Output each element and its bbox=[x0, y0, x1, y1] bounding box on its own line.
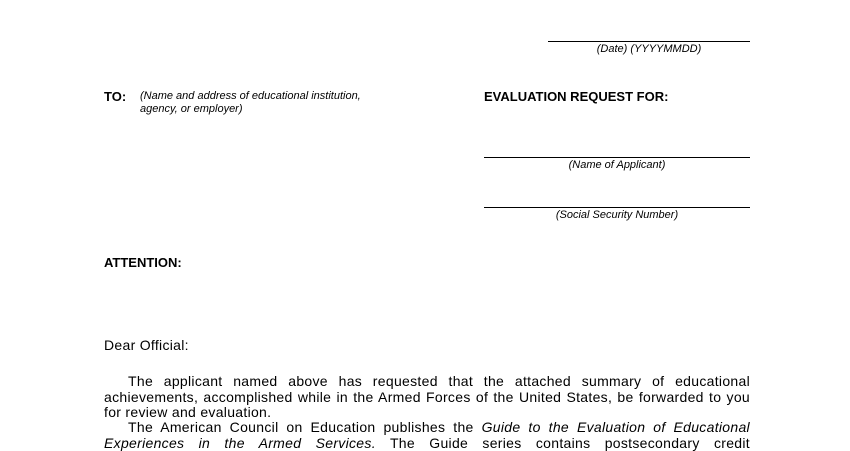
paragraph-2-prefix: The American Council on Education publishes the bbox=[128, 419, 474, 435]
paragraph-1-line-2: achievements, accomplished while in the Armed Forces of the United States, be forwarded to you bbox=[104, 390, 750, 406]
evaluation-request-label: EVALUATION REQUEST FOR: bbox=[484, 89, 668, 104]
to-hint-line1: (Name and address of educational institution, bbox=[140, 90, 361, 103]
paragraph-2 bbox=[104, 420, 750, 451]
to-hint-line2: agency, or employer) bbox=[140, 103, 361, 116]
to-label: TO: bbox=[104, 89, 126, 104]
paragraph-2-line-1 bbox=[104, 420, 750, 436]
applicant-name-line bbox=[484, 157, 750, 158]
guide-title-part-2: Experiences in the Armed Services. bbox=[104, 435, 376, 451]
paragraph-1 bbox=[104, 374, 750, 421]
attention-label: ATTENTION: bbox=[104, 255, 182, 270]
date-line bbox=[548, 41, 750, 42]
date-caption: (Date) (YYYYMMDD) bbox=[548, 43, 750, 55]
to-hint bbox=[140, 90, 361, 116]
paragraph-1-line-1: The applicant named above has requested that the attached summary of educational bbox=[104, 374, 750, 390]
paragraph-2-suffix: The Guide series contains postsecondary credit bbox=[390, 435, 750, 451]
salutation: Dear Official: bbox=[104, 338, 189, 354]
paragraph-2-line-2 bbox=[104, 436, 750, 451]
paragraph-1-line-3: for review and evaluation. bbox=[104, 405, 750, 421]
ssn-line bbox=[484, 207, 750, 208]
guide-title-part-1: Guide to the Evaluation of Educational bbox=[482, 419, 750, 435]
ssn-caption: (Social Security Number) bbox=[484, 209, 750, 221]
applicant-name-caption: (Name of Applicant) bbox=[484, 159, 750, 171]
